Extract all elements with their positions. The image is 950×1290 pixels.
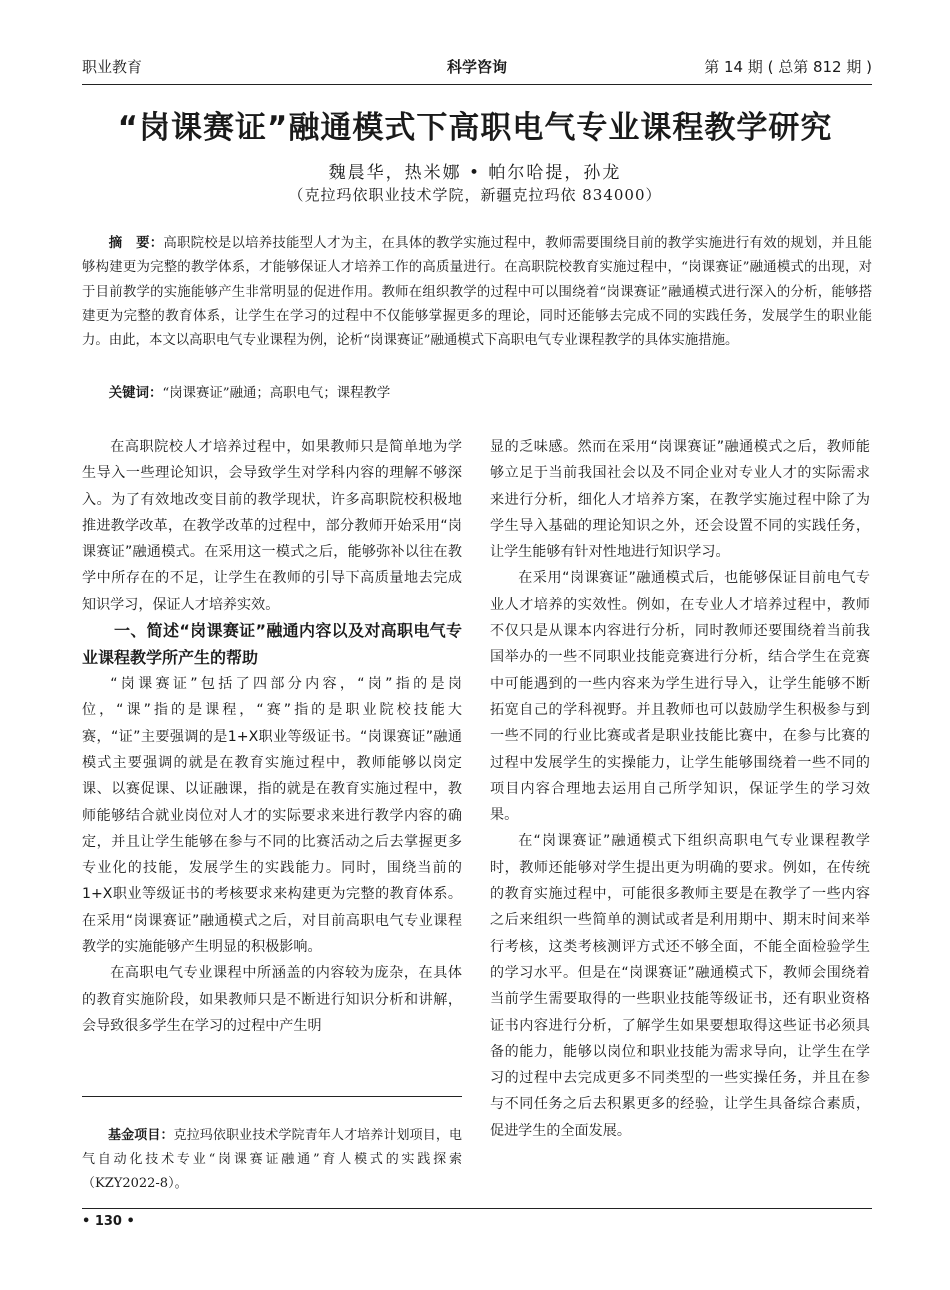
footnote-divider xyxy=(82,1096,462,1097)
body-paragraph: 在高职电气专业课程中所涵盖的内容较为庞杂，在具体的教育实施阶段，如果教师只是不断进行知识分析和讲解，会导致很多学生在学习的过程中产生明 xyxy=(82,965,462,1034)
intro-paragraph: 在高职院校人才培养过程中，如果教师只是简单地为学生导入一些理论知识，会导致学生对学科内容的理解不够深入。为了有效地改变目前的教学现状，许多高职院校积极地推进教学改革，在教学改革的过程中，部分教师开始采用“岗课赛证”融通模式。在采用这一模式之后，能够弥补以往在教学中所存在的不足，让学生在教师的引导下高质量地去完成知识学习，保证人才培养实效。 xyxy=(82,439,462,613)
continued-paragraph: 显的乏味感。然而在采用“岗课赛证”融通模式之后，教师能够立足于当前我国社会以及不同企业对专业人才的实际需求来进行分析，细化人才培养方案，在教学实施过程中除了为学生导入基础的理论知识之外，还会设置不同的实践任务，让学生能够有针对性地进行知识学习。 xyxy=(490,439,870,561)
body-paragraph: 在“岗课赛证”融通模式下组织高职电气专业课程教学时，教师还能够对学生提出更为明确的要求。例如，在传统的教育实施过程中，可能很多教师主要是在教学了一些内容之后来组织一些简单的测试或者是利用期中、期末时间来举行考核，这类考核测评方式还不够全面，不能全面检验学生的学习水平。但是在“岗课赛证”融通模式下，教师会围绕着当前学生需要取得的一些职业技能等级证书，还有职业资格证书内容进行分析，了解学生如果要想取得这些证书必须具备的能力，能够以岗位和职业技能为需求导向，让学生在学习的过程中去完成更多不同类型的一些实操任务，并且在参与不同任务之后去积累更多的经验，让学生具备综合素质，促进学生的全面发展。 xyxy=(490,833,870,1139)
affiliation: （克拉玛依职业技术学院，新疆克拉玛依 834000） xyxy=(288,186,662,204)
abstract-text: 高职院校是以培养技能型人才为主，在具体的教学实施过程中，教师需要围绕目前的教学实施进行有效的规划，并且能够构建更为完整的教学体系，才能够保证人才培养工作的高质量进行。在高职院校教育实施过程中，“岗课赛证”融通模式的出现，对于目前教学的实施能够产生非常明显的促进作用。教师在组织教学的过程中可以围绕着“岗课赛证”融通模式进行深入的分析，能够搭建更为完整的教育体系，让学生在学习的过程中不仅能够掌握更多的理论，同时还能够去完成不同的实践任务，发展学生的职业能力。由此，本文以高职电气专业课程为例，论析“岗课赛证”融通模式下高职电气专业课程教学的具体实施措施。 xyxy=(82,236,873,349)
running-header xyxy=(82,54,872,80)
header-divider xyxy=(82,84,872,85)
journal-name: 科学咨询 xyxy=(446,58,507,76)
page-number: • 130 • xyxy=(82,1214,135,1229)
journal-section: 职业教育 xyxy=(82,58,143,76)
footer-divider xyxy=(82,1208,872,1209)
paper-title: “岗课赛证”融通模式下高职电气专业课程教学研究 xyxy=(117,110,833,146)
footnote-text: 克拉玛依职业技术学院青年人才培养计划项目，电气自动化技术专业“岗课赛证融通”育人模式的实践探索（KZY2022-8）。 xyxy=(82,1128,462,1191)
section-heading-1: 一、简述“岗课赛证”融通内容以及对高职电气专业课程教学所产生的帮助 xyxy=(82,621,462,667)
authors: 魏晨华，热米娜 • 帕尔哈提，孙龙 xyxy=(328,163,622,183)
footnote-label: 基金项目： xyxy=(108,1128,174,1143)
funding-footnote xyxy=(82,1124,462,1196)
keywords xyxy=(82,382,872,406)
body-left-column xyxy=(82,434,462,1039)
issue-number: 第 14 期 ( 总第 812 期 ) xyxy=(704,58,872,76)
body-paragraph: “岗课赛证”包括了四部分内容，“岗”指的是岗位，“课”指的是课程，“赛”指的是职业院校技能大赛，“证”主要强调的是1+X职业等级证书。“岗课赛证”融通模式主要强调的就是在教育实施过程中，教师能够以岗定课、以赛促课、以证融课，指的就是在教育实施过程中，教师能够结合就业岗位对人才的实际要求来进行教学内容的确定，并且让学生能够在参与不同的比赛活动之后去掌握更多专业化的技能，发展学生的实践能力。同时，围绕当前的1+X职业等级证书的考核要求来构建更为完整的教育体系。在采用“岗课赛证”融通模式之后，对目前高职电气专业课程教学的实施能够产生明显的积极影响。 xyxy=(82,676,462,956)
keywords-label: 关键词： xyxy=(108,386,163,401)
body-paragraph: 在采用“岗课赛证”融通模式后，也能够保证目前电气专业人才培养的实效性。例如，在专业人才培养过程中，教师不仅只是从课本内容进行分析，同时教师还要围绕着当前我国举办的一些不同职业技能竞赛进行分析，结合学生在竞赛中可能遇到的一些内容来为学生进行导入，让学生能够不断拓宽自己的学科视野。并且教师也可以鼓励学生积极参与到一些不同的行业比赛或者是职业技能比赛中，在参与比赛的过程中发展学生的实操能力，让学生能够围绕着一些不同的项目内容合理地去运用自己所学知识，保证学生的学习效果。 xyxy=(490,570,870,824)
abstract xyxy=(82,232,872,353)
keywords-text: “岗课赛证”融通；高职电气；课程教学 xyxy=(162,386,391,401)
body-right-column xyxy=(490,434,870,1144)
abstract-label: 摘 要： xyxy=(108,236,164,251)
